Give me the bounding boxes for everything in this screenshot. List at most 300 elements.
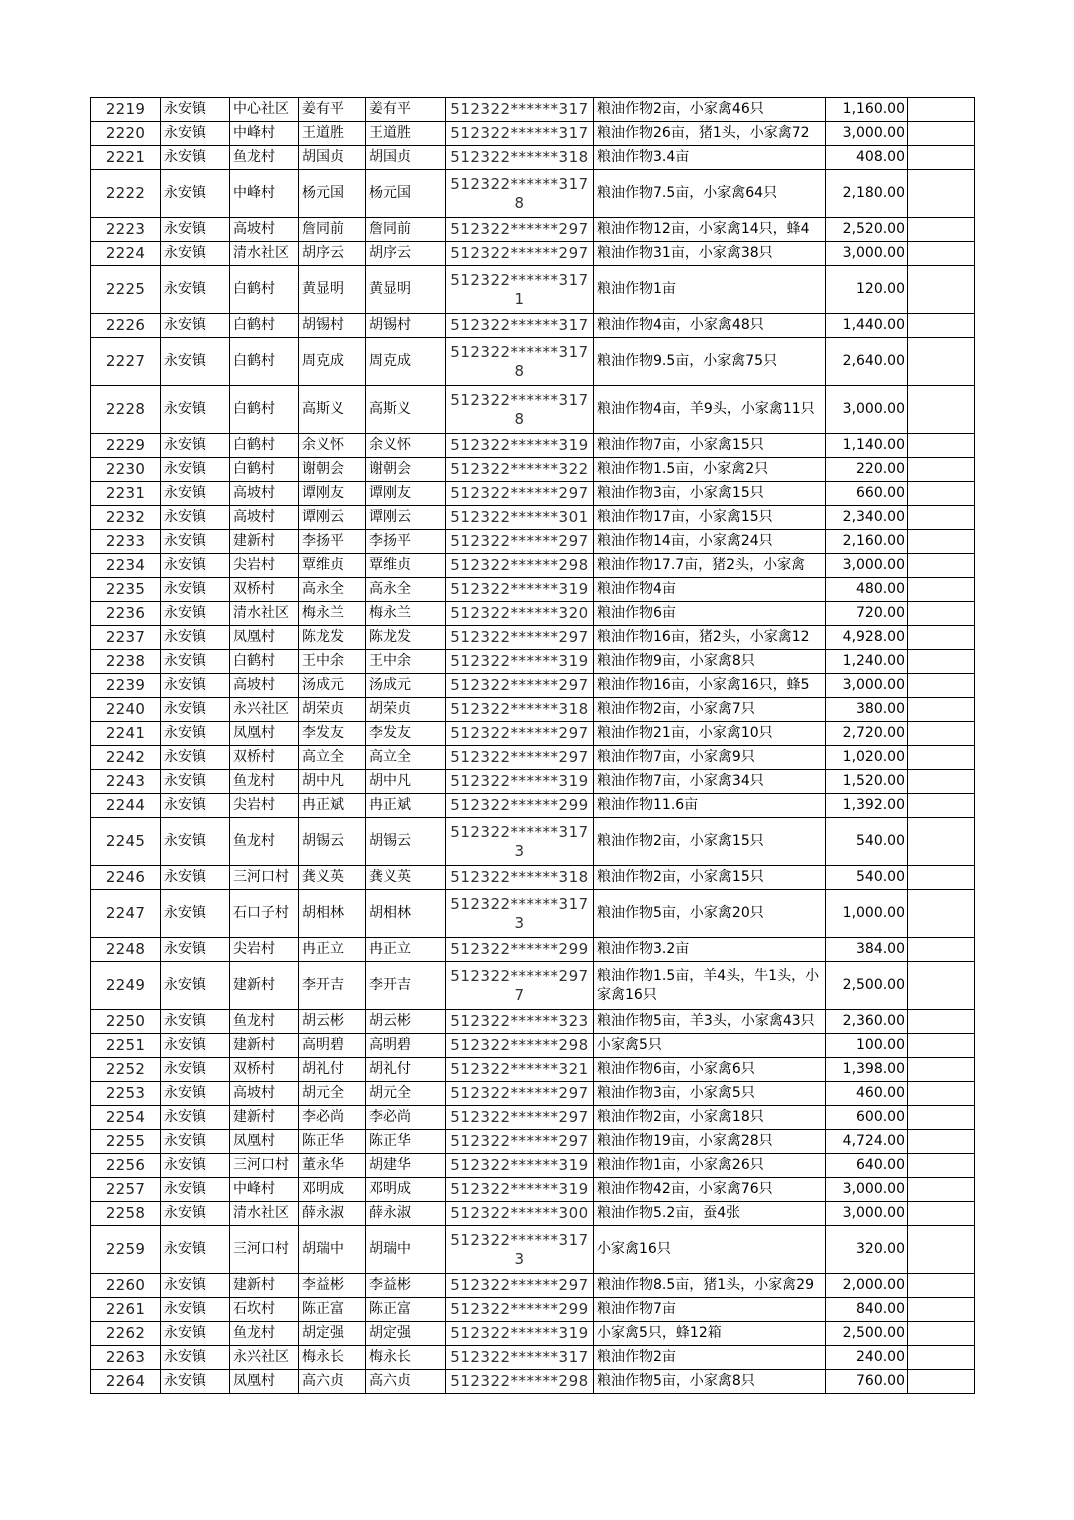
village-cell: 白鹤村 [230,338,299,386]
payee-cell: 谭刚友 [366,482,446,506]
town-cell: 永安镇 [161,818,230,866]
description-cell: 粮油作物7亩，小家禽9只 [594,746,826,770]
village-cell: 双桥村 [230,746,299,770]
description-cell: 粮油作物9.5亩，小家禽75只 [594,338,826,386]
table-row [91,218,975,242]
town-cell: 永安镇 [161,338,230,386]
amount-cell: 760.00 [826,1370,908,1394]
town-cell: 永安镇 [161,794,230,818]
village-cell: 鱼龙村 [230,1010,299,1034]
amount-cell: 380.00 [826,698,908,722]
payee-cell: 詹同前 [366,218,446,242]
table-row [91,698,975,722]
id-number-cell: 512322******319 [446,770,594,794]
payee-cell: 覃维贞 [366,554,446,578]
village-cell: 中峰村 [230,1178,299,1202]
description-cell: 粮油作物3.2亩 [594,938,826,962]
town-cell: 永安镇 [161,1082,230,1106]
description-cell: 粮油作物3.4亩 [594,146,826,170]
id-number-cell: 512322******323 [446,1010,594,1034]
id-number-cell: 512322******319 [446,434,594,458]
name-cell: 薛永淑 [299,1202,366,1226]
description-cell: 粮油作物31亩，小家禽38只 [594,242,826,266]
amount-cell: 640.00 [826,1154,908,1178]
amount-cell: 1,160.00 [826,98,908,122]
row-number-cell: 2251 [91,1034,161,1058]
description-cell: 粮油作物2亩 [594,1346,826,1370]
row-number-cell: 2250 [91,1010,161,1034]
amount-cell: 100.00 [826,1034,908,1058]
description-cell: 粮油作物1.5亩，羊4头，牛1头，小家禽16只 [594,962,826,1010]
name-cell: 胡锡村 [299,314,366,338]
row-number-cell: 2261 [91,1298,161,1322]
amount-cell: 1,240.00 [826,650,908,674]
amount-cell: 240.00 [826,1346,908,1370]
table-row [91,98,975,122]
village-cell: 鱼龙村 [230,1322,299,1346]
village-cell: 永兴社区 [230,1346,299,1370]
name-cell: 高明碧 [299,1034,366,1058]
amount-cell: 720.00 [826,602,908,626]
description-cell: 粮油作物1.5亩，小家禽2只 [594,458,826,482]
name-cell: 王中余 [299,650,366,674]
name-cell: 杨元国 [299,170,366,218]
id-number-cell: 512322******317 [446,98,594,122]
table-row [91,674,975,698]
description-cell: 粮油作物1亩，小家禽26只 [594,1154,826,1178]
payee-cell: 李益彬 [366,1274,446,1298]
village-cell: 凤凰村 [230,626,299,650]
table-row [91,1226,975,1274]
id-number-cell: 512322******3178 [446,170,594,218]
village-cell: 建新村 [230,1274,299,1298]
village-cell: 清水社区 [230,1202,299,1226]
row-number-cell: 2256 [91,1154,161,1178]
amount-cell: 1,000.00 [826,890,908,938]
town-cell: 永安镇 [161,770,230,794]
amount-cell: 1,520.00 [826,770,908,794]
name-cell: 姜有平 [299,98,366,122]
payee-cell: 李必尚 [366,1106,446,1130]
blank-cell [908,554,975,578]
table-row [91,122,975,146]
blank-cell [908,1058,975,1082]
id-number-cell: 512322******319 [446,1322,594,1346]
blank-cell [908,1010,975,1034]
amount-cell: 1,440.00 [826,314,908,338]
town-cell: 永安镇 [161,146,230,170]
id-number-cell: 512322******297 [446,1082,594,1106]
amount-cell: 2,160.00 [826,530,908,554]
row-number-cell: 2222 [91,170,161,218]
id-number-cell: 512322******297 [446,722,594,746]
payee-cell: 胡建华 [366,1154,446,1178]
payee-cell: 谢朝会 [366,458,446,482]
description-cell: 粮油作物1亩 [594,266,826,314]
payee-cell: 高六贞 [366,1370,446,1394]
amount-cell: 600.00 [826,1106,908,1130]
description-cell: 粮油作物19亩，小家禽28只 [594,1130,826,1154]
amount-cell: 2,500.00 [826,962,908,1010]
description-cell: 小家禽5只，蜂12箱 [594,1322,826,1346]
id-number-cell: 512322******297 [446,530,594,554]
village-cell: 高坡村 [230,506,299,530]
row-number-cell: 2246 [91,866,161,890]
town-cell: 永安镇 [161,626,230,650]
id-number-cell: 512322******319 [446,650,594,674]
village-cell: 白鹤村 [230,266,299,314]
village-cell: 白鹤村 [230,458,299,482]
table-row [91,242,975,266]
id-number-cell: 512322******317 [446,1346,594,1370]
village-cell: 高坡村 [230,674,299,698]
payee-cell: 李扬平 [366,530,446,554]
village-cell: 清水社区 [230,602,299,626]
row-number-cell: 2257 [91,1178,161,1202]
payee-cell: 王道胜 [366,122,446,146]
village-cell: 白鹤村 [230,314,299,338]
blank-cell [908,1298,975,1322]
id-number-cell: 512322******3173 [446,818,594,866]
row-number-cell: 2228 [91,386,161,434]
table-row [91,1130,975,1154]
blank-cell [908,242,975,266]
table-row [91,1274,975,1298]
name-cell: 梅永长 [299,1346,366,1370]
blank-cell [908,434,975,458]
payee-cell: 胡国贞 [366,146,446,170]
blank-cell [908,170,975,218]
village-cell: 白鹤村 [230,386,299,434]
payee-cell: 胡锡村 [366,314,446,338]
row-number-cell: 2263 [91,1346,161,1370]
description-cell: 粮油作物14亩，小家禽24只 [594,530,826,554]
description-cell: 粮油作物2亩，小家禽46只 [594,98,826,122]
table-row [91,482,975,506]
payee-cell: 胡元全 [366,1082,446,1106]
amount-cell: 3,000.00 [826,122,908,146]
amount-cell: 1,398.00 [826,1058,908,1082]
table-row [91,1322,975,1346]
town-cell: 永安镇 [161,1154,230,1178]
row-number-cell: 2236 [91,602,161,626]
town-cell: 永安镇 [161,722,230,746]
row-number-cell: 2229 [91,434,161,458]
row-number-cell: 2249 [91,962,161,1010]
village-cell: 三河口村 [230,866,299,890]
town-cell: 永安镇 [161,242,230,266]
name-cell: 李发友 [299,722,366,746]
name-cell: 高立全 [299,746,366,770]
name-cell: 汤成元 [299,674,366,698]
id-number-cell: 512322******321 [446,1058,594,1082]
village-cell: 建新村 [230,1034,299,1058]
id-number-cell: 512322******317 [446,122,594,146]
id-number-cell: 512322******301 [446,506,594,530]
name-cell: 胡中凡 [299,770,366,794]
blank-cell [908,890,975,938]
town-cell: 永安镇 [161,506,230,530]
blank-cell [908,530,975,554]
name-cell: 胡瑞中 [299,1226,366,1274]
amount-cell: 320.00 [826,1226,908,1274]
row-number-cell: 2223 [91,218,161,242]
town-cell: 永安镇 [161,482,230,506]
amount-cell: 660.00 [826,482,908,506]
village-cell: 双桥村 [230,1058,299,1082]
blank-cell [908,386,975,434]
id-number-cell: 512322******320 [446,602,594,626]
blank-cell [908,938,975,962]
table-row [91,1106,975,1130]
blank-cell [908,1178,975,1202]
town-cell: 永安镇 [161,650,230,674]
payee-cell: 李开吉 [366,962,446,1010]
town-cell: 永安镇 [161,1130,230,1154]
description-cell: 粮油作物17亩，小家禽15只 [594,506,826,530]
name-cell: 陈正富 [299,1298,366,1322]
payee-cell: 薛永淑 [366,1202,446,1226]
table-row [91,530,975,554]
table-row [91,170,975,218]
town-cell: 永安镇 [161,1298,230,1322]
description-cell: 粮油作物5亩，小家禽20只 [594,890,826,938]
village-cell: 高坡村 [230,218,299,242]
blank-cell [908,578,975,602]
amount-cell: 2,520.00 [826,218,908,242]
id-number-cell: 512322******322 [446,458,594,482]
row-number-cell: 2227 [91,338,161,386]
description-cell: 粮油作物3亩，小家禽15只 [594,482,826,506]
town-cell: 永安镇 [161,170,230,218]
amount-cell: 120.00 [826,266,908,314]
id-number-cell: 512322******297 [446,482,594,506]
payee-cell: 陈龙发 [366,626,446,650]
town-cell: 永安镇 [161,578,230,602]
description-cell: 粮油作物16亩，小家禽16只，蜂5 [594,674,826,698]
id-number-cell: 512322******319 [446,578,594,602]
town-cell: 永安镇 [161,698,230,722]
row-number-cell: 2224 [91,242,161,266]
table-row [91,650,975,674]
row-number-cell: 2254 [91,1106,161,1130]
id-number-cell: 512322******317 [446,314,594,338]
blank-cell [908,722,975,746]
amount-cell: 840.00 [826,1298,908,1322]
village-cell: 凤凰村 [230,1130,299,1154]
id-number-cell: 512322******299 [446,1298,594,1322]
id-number-cell: 512322******3173 [446,1226,594,1274]
town-cell: 永安镇 [161,1202,230,1226]
description-cell: 粮油作物9亩，小家禽8只 [594,650,826,674]
name-cell: 胡相林 [299,890,366,938]
amount-cell: 2,640.00 [826,338,908,386]
description-cell: 粮油作物7.5亩，小家禽64只 [594,170,826,218]
table-row [91,1010,975,1034]
id-number-cell: 512322******297 [446,1130,594,1154]
village-cell: 石口子村 [230,890,299,938]
table-row [91,554,975,578]
row-number-cell: 2238 [91,650,161,674]
table-row [91,626,975,650]
name-cell: 梅永兰 [299,602,366,626]
row-number-cell: 2264 [91,1370,161,1394]
town-cell: 永安镇 [161,218,230,242]
row-number-cell: 2259 [91,1226,161,1274]
table-row [91,1298,975,1322]
village-cell: 凤凰村 [230,1370,299,1394]
amount-cell: 3,000.00 [826,554,908,578]
description-cell: 粮油作物5.2亩，蚕4张 [594,1202,826,1226]
blank-cell [908,962,975,1010]
id-number-cell: 512322******318 [446,698,594,722]
description-cell: 粮油作物21亩，小家禽10只 [594,722,826,746]
row-number-cell: 2258 [91,1202,161,1226]
blank-cell [908,146,975,170]
description-cell: 粮油作物7亩 [594,1298,826,1322]
description-cell: 粮油作物7亩，小家禽15只 [594,434,826,458]
table-row [91,722,975,746]
payee-cell: 高明碧 [366,1034,446,1058]
blank-cell [908,1370,975,1394]
town-cell: 永安镇 [161,122,230,146]
amount-cell: 460.00 [826,1082,908,1106]
name-cell: 胡云彬 [299,1010,366,1034]
blank-cell [908,1274,975,1298]
amount-cell: 1,392.00 [826,794,908,818]
blank-cell [908,1106,975,1130]
blank-cell [908,122,975,146]
blank-cell [908,698,975,722]
payee-cell: 余义怀 [366,434,446,458]
description-cell: 粮油作物2亩，小家禽18只 [594,1106,826,1130]
row-number-cell: 2255 [91,1130,161,1154]
row-number-cell: 2230 [91,458,161,482]
village-cell: 中峰村 [230,170,299,218]
village-cell: 石坎村 [230,1298,299,1322]
town-cell: 永安镇 [161,938,230,962]
table-row [91,578,975,602]
row-number-cell: 2252 [91,1058,161,1082]
table-row [91,746,975,770]
payee-cell: 梅永长 [366,1346,446,1370]
name-cell: 高斯义 [299,386,366,434]
row-number-cell: 2262 [91,1322,161,1346]
row-number-cell: 2241 [91,722,161,746]
blank-cell [908,626,975,650]
payee-cell: 胡荣贞 [366,698,446,722]
blank-cell [908,1346,975,1370]
village-cell: 三河口村 [230,1226,299,1274]
description-cell: 粮油作物4亩 [594,578,826,602]
town-cell: 永安镇 [161,746,230,770]
description-cell: 粮油作物16亩，猪2头，小家禽12 [594,626,826,650]
blank-cell [908,770,975,794]
description-cell: 粮油作物8.5亩，猪1头，小家禽29 [594,1274,826,1298]
description-cell: 小家禽5只 [594,1034,826,1058]
amount-cell: 1,140.00 [826,434,908,458]
village-cell: 清水社区 [230,242,299,266]
row-number-cell: 2243 [91,770,161,794]
id-number-cell: 512322******297 [446,1106,594,1130]
blank-cell [908,458,975,482]
amount-cell: 1,020.00 [826,746,908,770]
id-number-cell: 512322******3178 [446,386,594,434]
name-cell: 龚义英 [299,866,366,890]
town-cell: 永安镇 [161,890,230,938]
payee-cell: 胡云彬 [366,1010,446,1034]
id-number-cell: 512322******297 [446,1274,594,1298]
payee-cell: 高立全 [366,746,446,770]
id-number-cell: 512322******319 [446,1154,594,1178]
amount-cell: 3,000.00 [826,1202,908,1226]
town-cell: 永安镇 [161,602,230,626]
id-number-cell: 512322******3171 [446,266,594,314]
payee-cell: 胡序云 [366,242,446,266]
id-number-cell: 512322******299 [446,794,594,818]
blank-cell [908,506,975,530]
row-number-cell: 2221 [91,146,161,170]
blank-cell [908,338,975,386]
village-cell: 鱼龙村 [230,818,299,866]
village-cell: 中峰村 [230,122,299,146]
id-number-cell: 512322******3178 [446,338,594,386]
description-cell: 粮油作物5亩，羊3头，小家禽43只 [594,1010,826,1034]
table-row [91,458,975,482]
village-cell: 双桥村 [230,578,299,602]
table-row [91,1034,975,1058]
town-cell: 永安镇 [161,266,230,314]
payee-cell: 高永全 [366,578,446,602]
payee-cell: 高斯义 [366,386,446,434]
village-cell: 白鹤村 [230,434,299,458]
name-cell: 王道胜 [299,122,366,146]
blank-cell [908,866,975,890]
payee-cell: 汤成元 [366,674,446,698]
table-row [91,770,975,794]
payee-cell: 陈正富 [366,1298,446,1322]
blank-cell [908,1154,975,1178]
name-cell: 胡元全 [299,1082,366,1106]
row-number-cell: 2247 [91,890,161,938]
id-number-cell: 512322******298 [446,1370,594,1394]
row-number-cell: 2235 [91,578,161,602]
name-cell: 陈正华 [299,1130,366,1154]
description-cell: 粮油作物26亩，猪1头，小家禽72 [594,122,826,146]
town-cell: 永安镇 [161,1010,230,1034]
blank-cell [908,1322,975,1346]
description-cell: 粮油作物2亩，小家禽15只 [594,866,826,890]
town-cell: 永安镇 [161,1346,230,1370]
name-cell: 高六贞 [299,1370,366,1394]
table-row [91,506,975,530]
table-row [91,962,975,1010]
id-number-cell: 512322******297 [446,674,594,698]
blank-cell [908,650,975,674]
id-number-cell: 512322******300 [446,1202,594,1226]
payee-cell: 龚义英 [366,866,446,890]
amount-cell: 2,180.00 [826,170,908,218]
row-number-cell: 2231 [91,482,161,506]
blank-cell [908,1082,975,1106]
town-cell: 永安镇 [161,866,230,890]
payee-cell: 谭刚云 [366,506,446,530]
amount-cell: 540.00 [826,818,908,866]
row-number-cell: 2253 [91,1082,161,1106]
town-cell: 永安镇 [161,1226,230,1274]
row-number-cell: 2237 [91,626,161,650]
description-cell: 粮油作物12亩，小家禽14只，蜂4 [594,218,826,242]
